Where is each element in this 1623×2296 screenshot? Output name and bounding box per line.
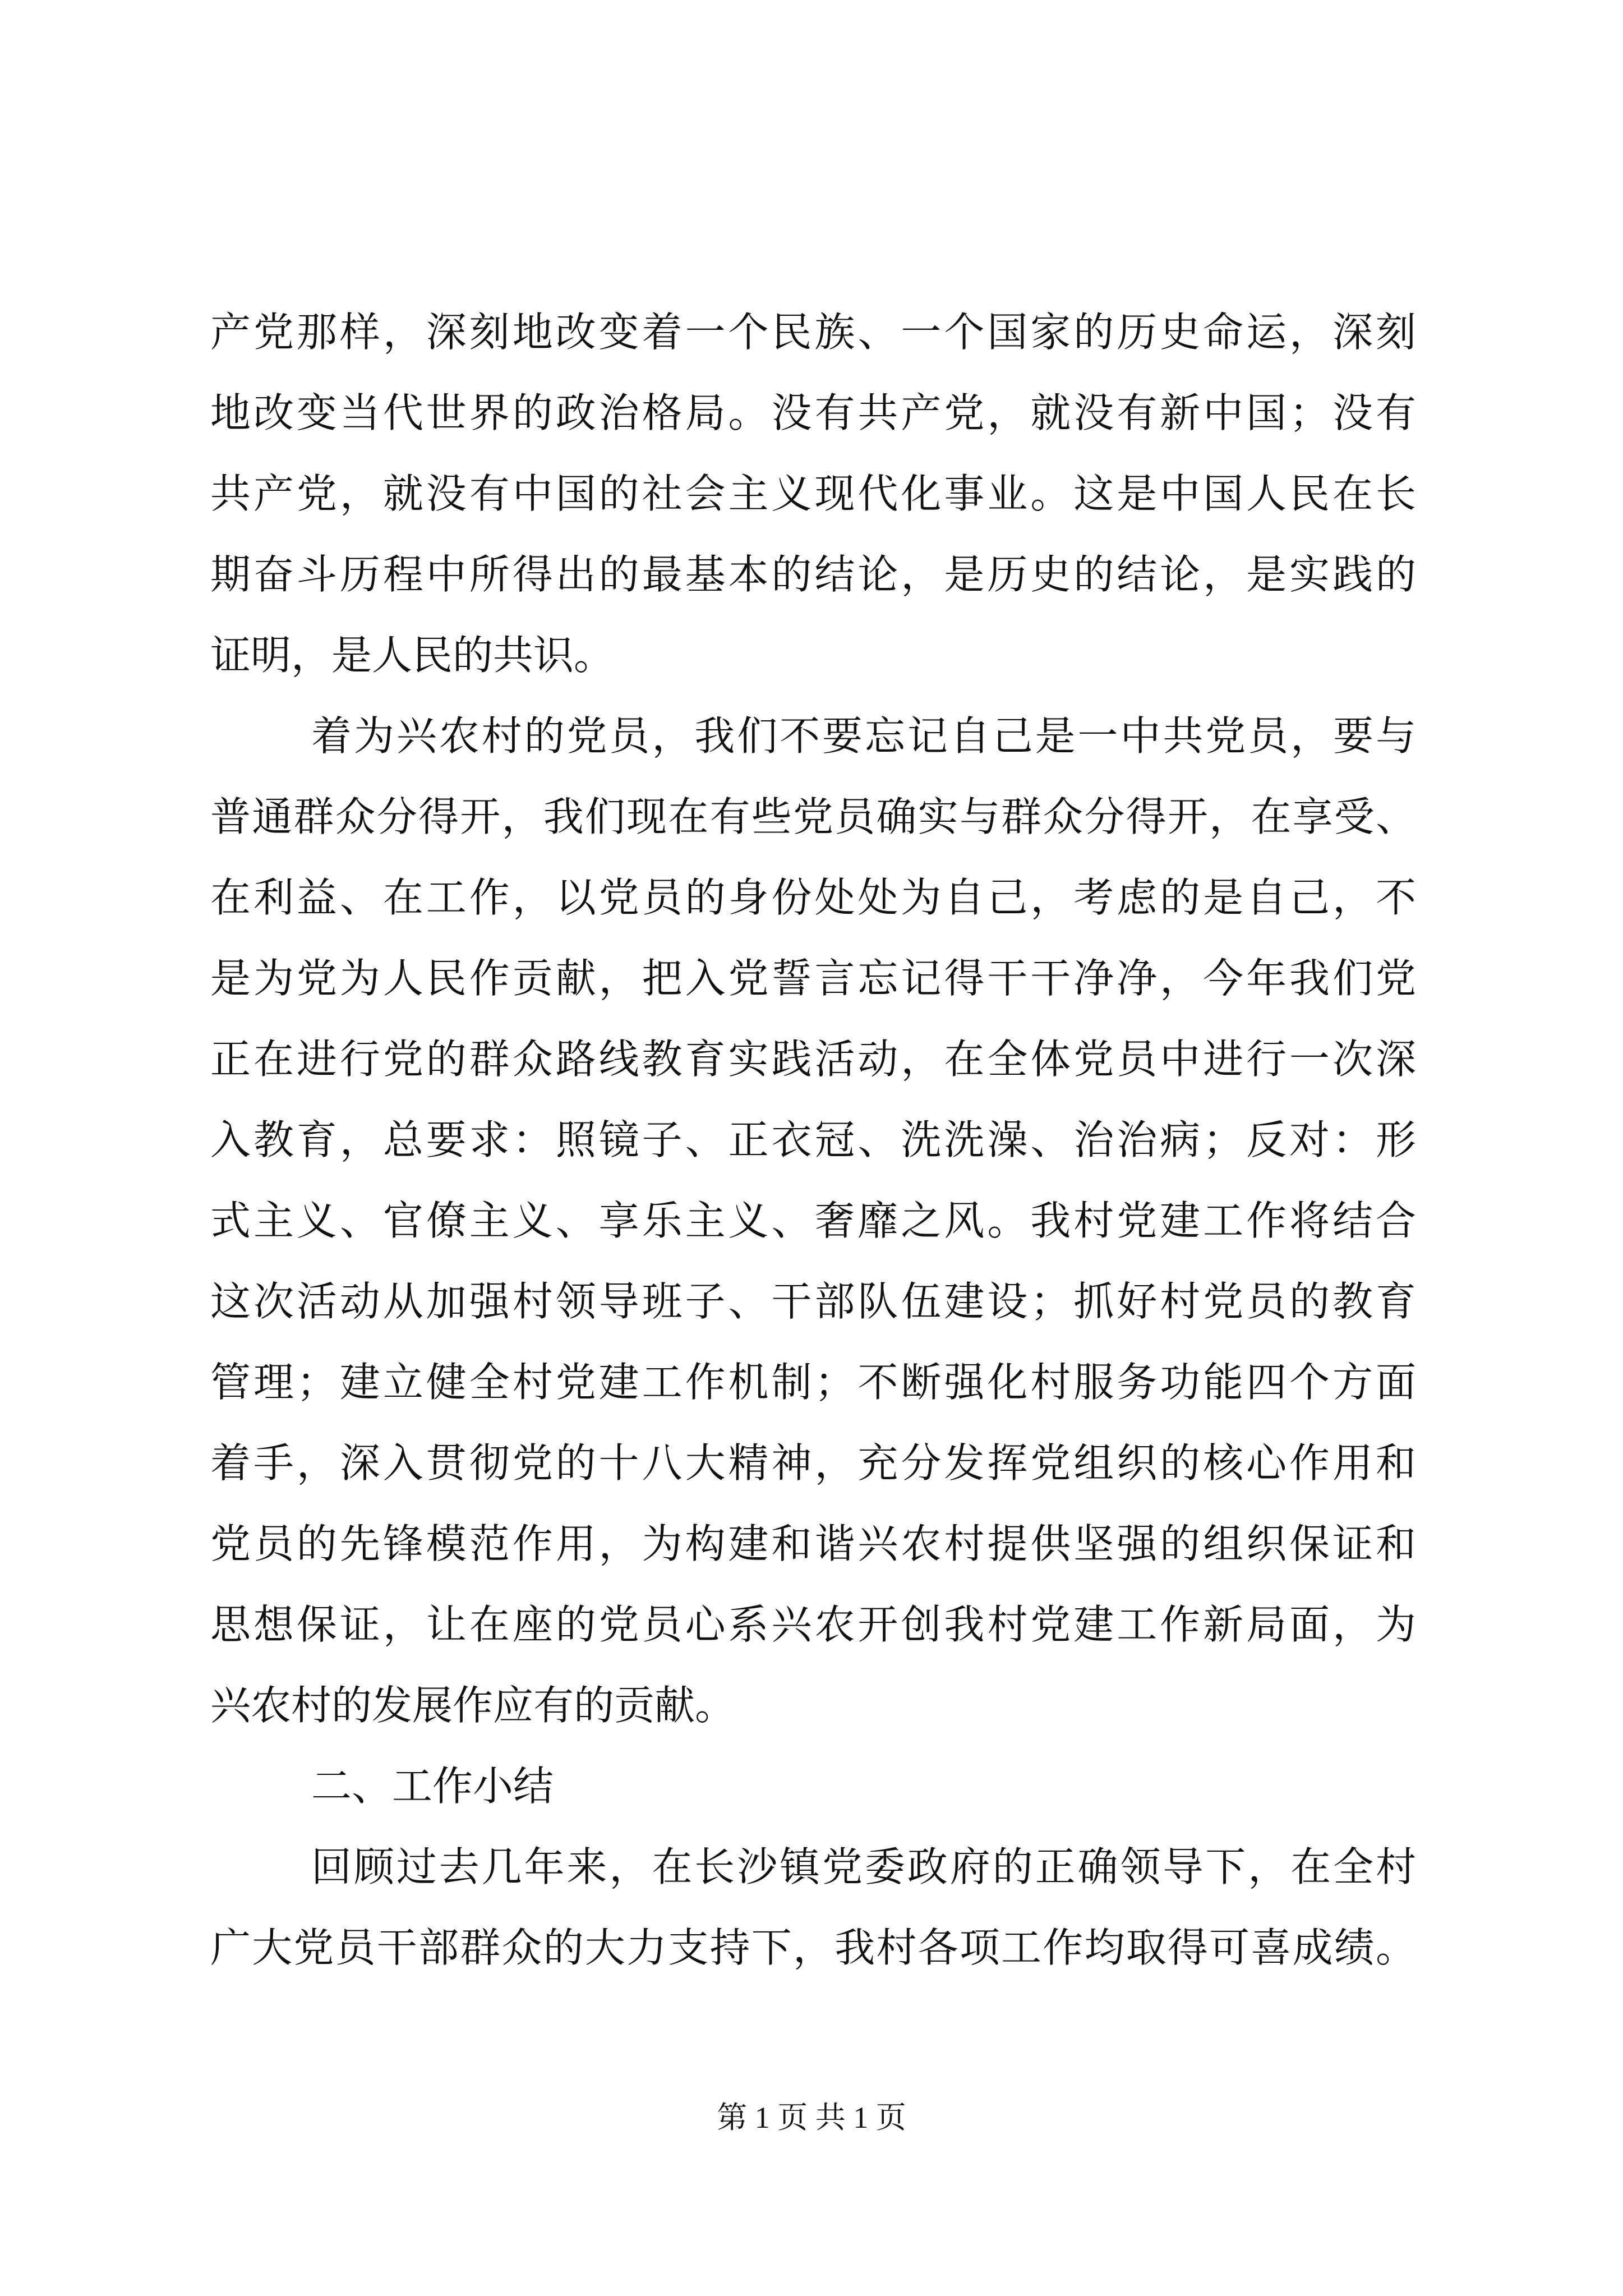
text-line: 是为党为人民作贡献，把入党誓言忘记得干干净净，今年我们党 bbox=[210, 955, 1416, 1002]
text-line: 回顾过去几年来，在长沙镇党委政府的正确领导下，在全村 bbox=[311, 1843, 1416, 1890]
text-line: 普通群众分得开，我们现在有些党员确实与群众分得开，在享受、 bbox=[210, 793, 1416, 840]
text-line: 共产党，就没有中国的社会主义现代化事业。这是中国人民在长 bbox=[210, 470, 1416, 517]
text-line: 着手，深入贯彻党的十八大精神，充分发挥党组织的核心作用和 bbox=[210, 1439, 1416, 1487]
text-line: 思想保证，让在座的党员心系兴农开创我村党建工作新局面，为 bbox=[210, 1601, 1416, 1648]
text-line: 在利益、在工作，以党员的身份处处为自己，考虑的是自己，不 bbox=[210, 874, 1416, 921]
text-line: 正在进行党的群众路线教育实践活动，在全体党员中进行一次深 bbox=[210, 1036, 1416, 1083]
text-line: 着为兴农村的党员，我们不要忘记自己是一中共党员，要与 bbox=[311, 712, 1416, 760]
text-line: 证明，是人民的共识。 bbox=[210, 632, 615, 679]
text-line: 党员的先锋模范作用，为构建和谐兴农村提供坚强的组织保证和 bbox=[210, 1520, 1416, 1567]
text-line: 兴农村的发展作应有的贡献。 bbox=[210, 1682, 736, 1729]
body-text bbox=[210, 292, 1416, 1988]
text-line: 地改变当代世界的政治格局。没有共产党，就没有新中国；没有 bbox=[210, 389, 1416, 436]
text-line: 产党那样，深刻地改变着一个民族、一个国家的历史命运，深刻 bbox=[210, 309, 1416, 356]
section-heading: 二、工作小结 bbox=[311, 1763, 554, 1810]
text-line: 入教育，总要求：照镜子、正衣冠、洗洗澡、治治病；反对：形 bbox=[210, 1116, 1416, 1163]
text-line: 这次活动从加强村领导班子、干部队伍建设；抓好村党员的教育 bbox=[210, 1278, 1416, 1325]
text-line: 广大党员干部群众的大力支持下，我村各项工作均取得可喜成绩。 bbox=[210, 1924, 1416, 1971]
text-line: 式主义、官僚主义、享乐主义、奢靡之风。我村党建工作将结合 bbox=[210, 1197, 1416, 1244]
text-line: 管理；建立健全村党建工作机制；不断强化村服务功能四个方面 bbox=[210, 1359, 1416, 1406]
text-line: 期奋斗历程中所得出的最基本的结论，是历史的结论，是实践的 bbox=[210, 551, 1416, 598]
page-footer: 第 1 页 共 1 页 bbox=[717, 2101, 906, 2134]
